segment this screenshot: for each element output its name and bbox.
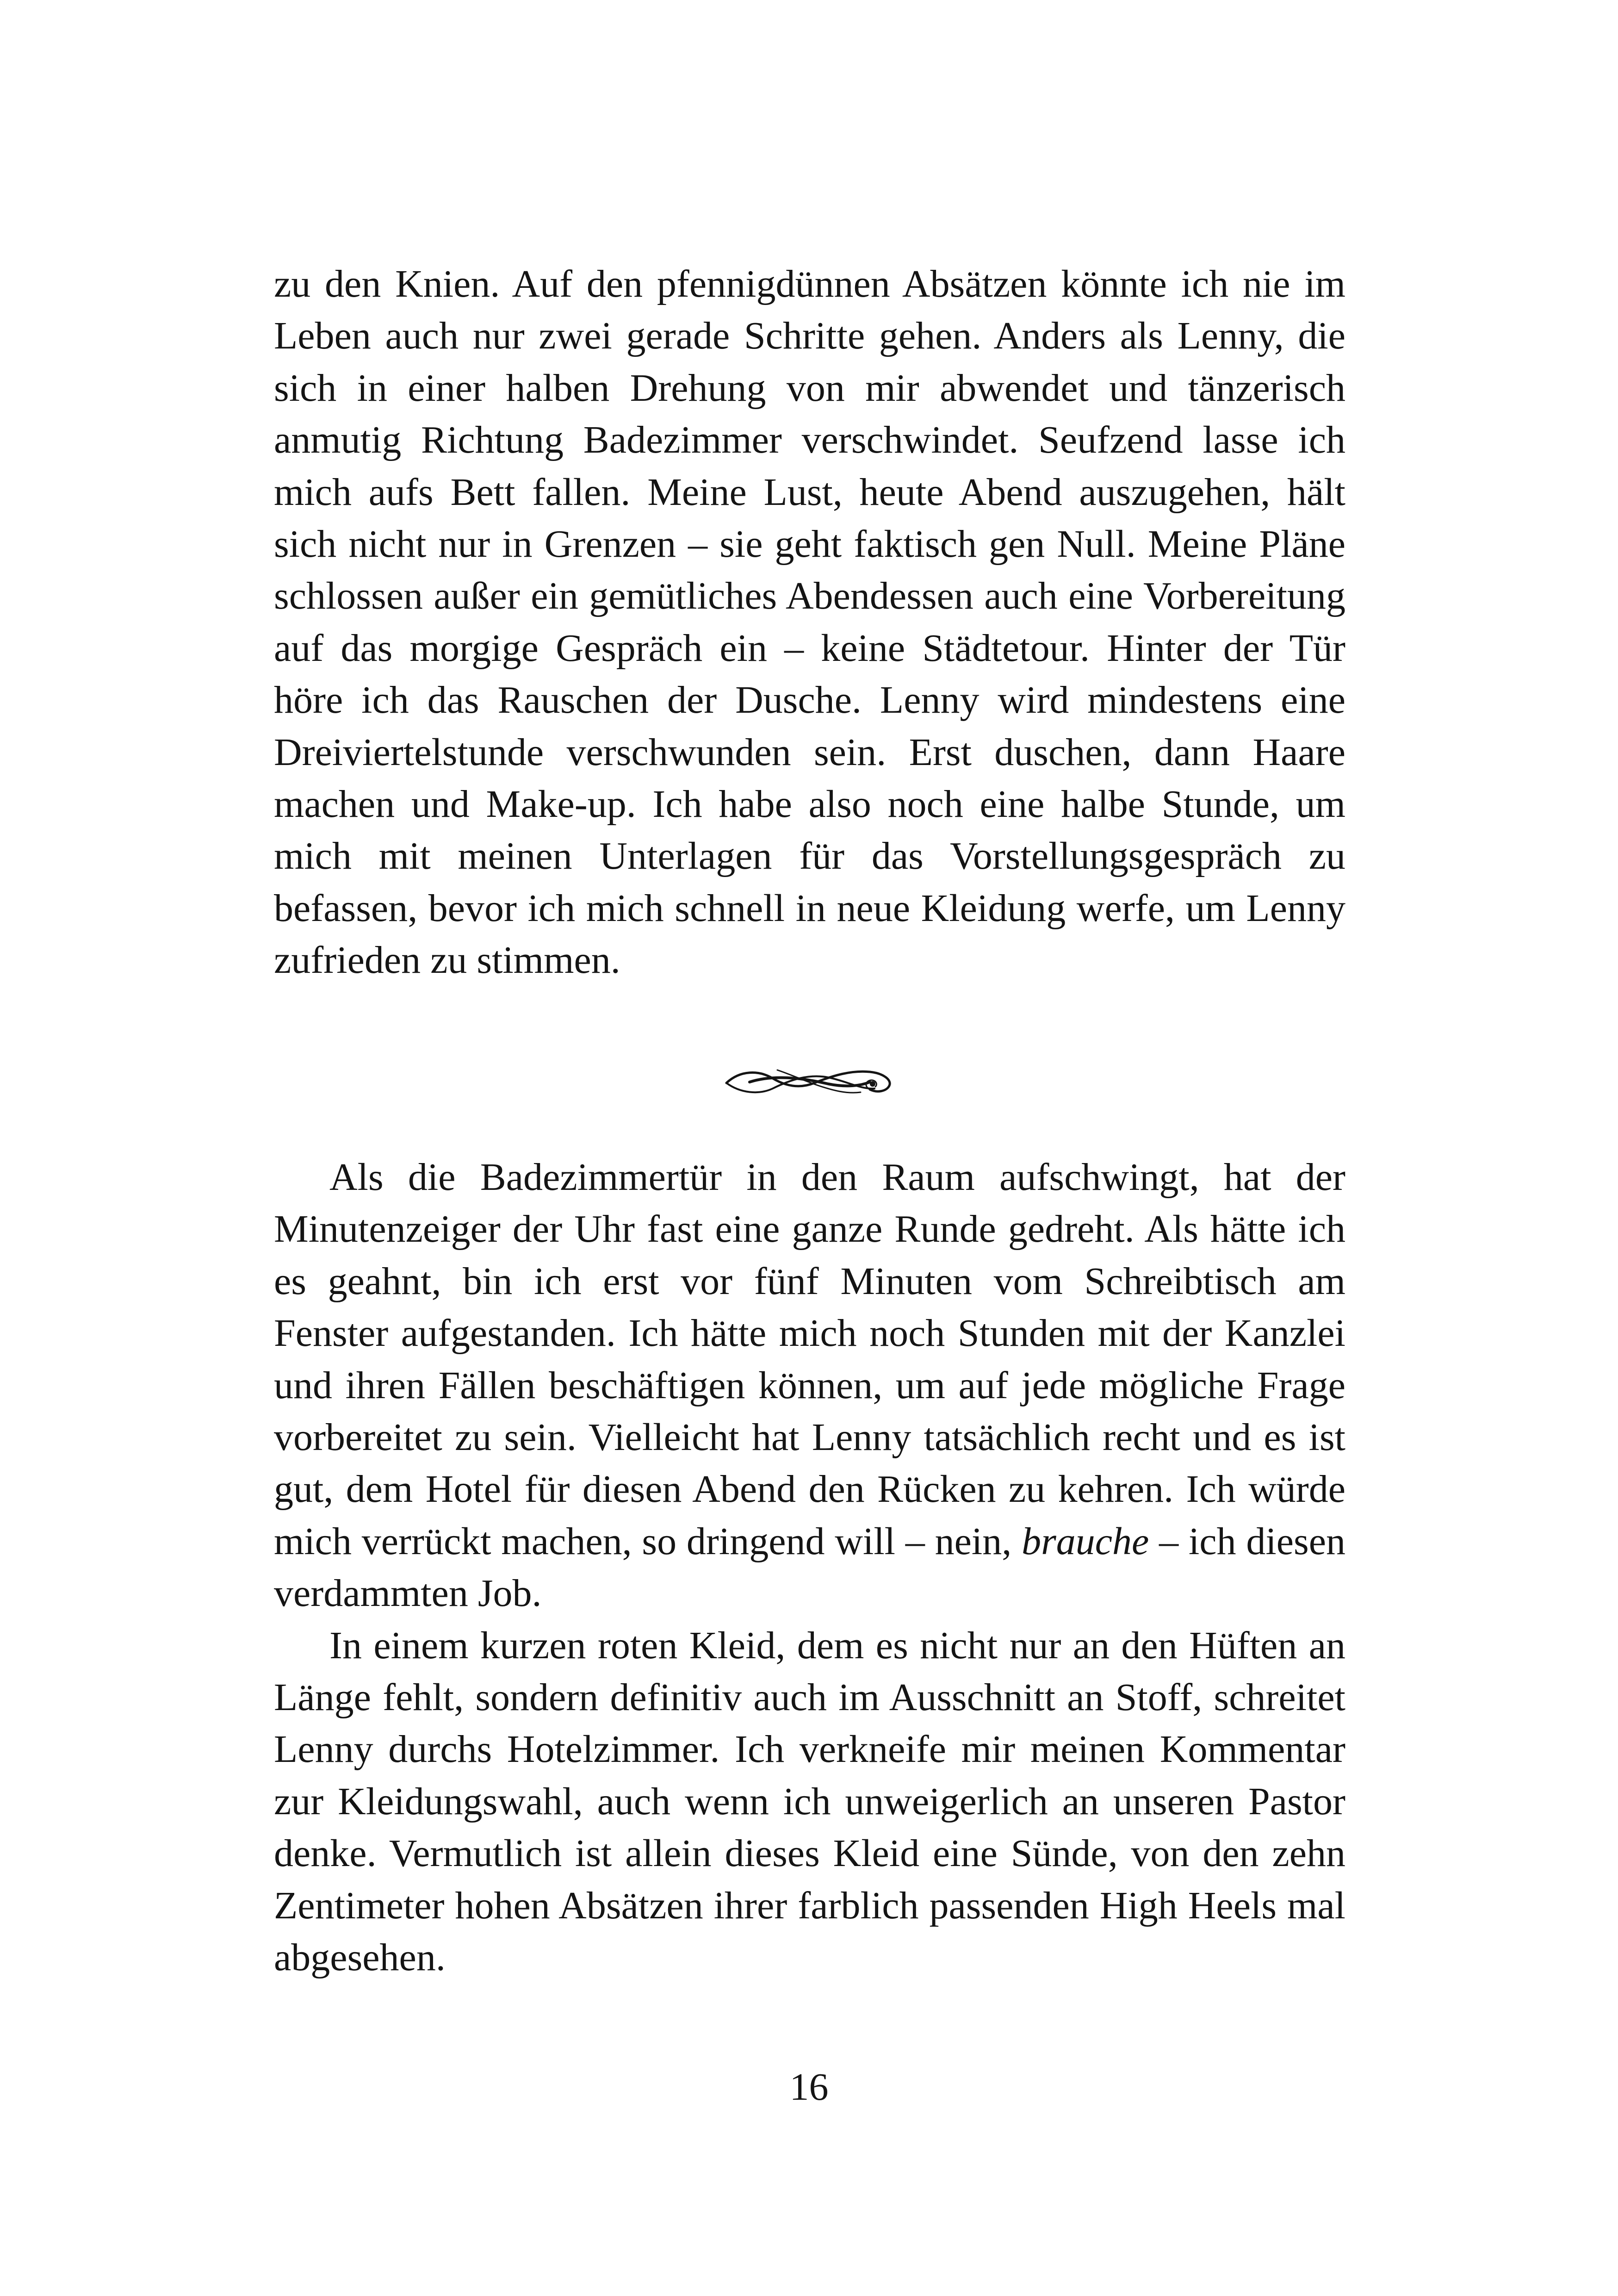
flourish-scroll-icon xyxy=(722,1056,898,1107)
paragraph xyxy=(274,1151,1345,1620)
emphasis-text: brauche xyxy=(1022,1519,1149,1563)
paragraph-text: Als die Badezimmertür in den Raum aufschwingt, hat der Minutenzeiger der Uhr fast eine ganze Runde gedreht. Als hätte ich es geahnt, bin ich erst vor fünf Minuten vom Schreibtisch am Fenster aufgestanden. Ich hätte mich noch Stunden mit der Kanzlei und ihren Fällen beschäftigen können, um auf jede mögliche Frage vorbereitet zu sein. Vielleicht hat Lenny tatsächlich recht und es ist gut, dem Hotel für diesen Abend den Rücken zu kehren. Ich würde mich verrückt machen, so dringend will – nein, xyxy=(274,1156,1345,1563)
paragraph: In einem kurzen roten Kleid, dem es nicht nur an den Hüften an Länge fehlt, sondern definitiv auch im Ausschnitt an Stoff, schreitet Lenny durchs Hotelzimmer. Ich verkneife mir meinen Kommentar zur Kleidungswahl, auch wenn ich unweigerlich an unseren Pastor denke. Vermutlich ist allein dieses Kleid eine Sünde, von den zehn Zentimeter hohen Absätzen ihrer farblich passenden High Heels mal abgesehen. xyxy=(274,1624,1345,1979)
page-number: 16 xyxy=(789,2066,829,2109)
text-block-after-break xyxy=(274,1151,1345,1984)
paragraph-text: – ich diesen verdammten Job. xyxy=(274,1519,1345,1615)
text-block-before-break xyxy=(274,258,1345,987)
paragraph: zu den Knien. Auf den pfennigdünnen Absätzen könnte ich nie im Leben auch nur zwei gerade Schritte gehen. Anders als Lenny, die sich in einer halben Drehung von mir abwendet und tänzerisch anmutig Richtung Badezimmer verschwindet. Seufzend lasse ich mich aufs Bett fallen. Meine Lust, heute Abend auszugehen, hält sich nicht nur in Grenzen – sie geht faktisch gen Null. Meine Pläne schlossen außer ein gemütliches Abendessen auch eine Vorbereitung auf das morgige Gespräch ein – keine Städtetour. Hinter der Tür höre ich das Rauschen der Dusche. Lenny wird mindestens eine Dreiviertelstunde verschwunden sein. Erst duschen, dann Haare machen und Make-up. Ich habe also noch eine halbe Stunde, um mich mit meinen Unterlagen für das Vorstellungsgespräch zu befassen, bevor ich mich schnell in neue Kleidung werfe, um Lenny zufrieden zu stimmen. xyxy=(274,262,1345,982)
